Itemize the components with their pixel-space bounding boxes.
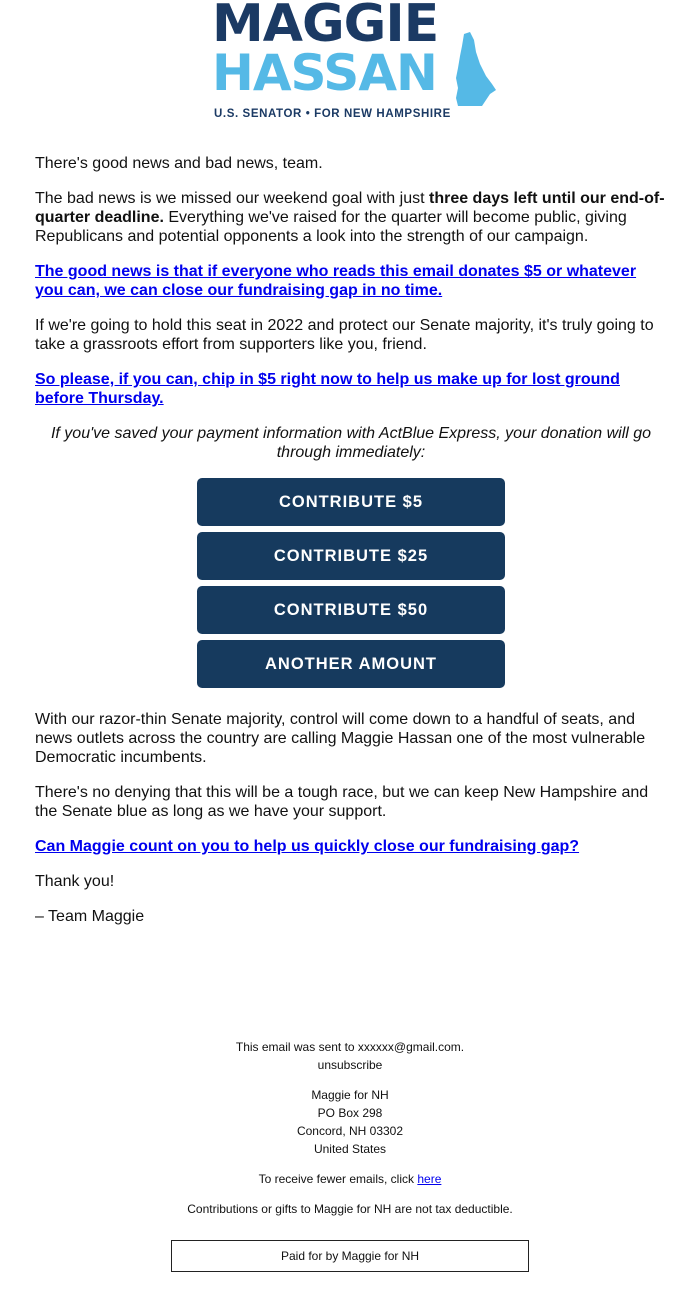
thank-you-text: Thank you! — [35, 873, 115, 890]
country: United States — [313, 1142, 387, 1156]
email-body — [35, 154, 667, 942]
logo-last-name: HASSAN — [212, 44, 437, 102]
org-name: Maggie for NH — [311, 1088, 389, 1102]
fewer-emails-link[interactable]: here — [417, 1172, 442, 1186]
sent-to-text: This email was sent to xxxxxx@gmail.com. — [235, 1040, 465, 1054]
tough-race-paragraph: There's no denying that this will be a tough race, but we can keep New Hampshire and the Senate blue as long as we have your support. — [35, 784, 649, 820]
deadline-emphasis: three days left until our end-of-quarter deadline. — [35, 190, 665, 226]
contribute-button-4[interactable]: ANOTHER AMOUNT — [197, 640, 505, 688]
count-on-you-link[interactable]: Can Maggie count on you to help us quickly close our fundraising gap? — [35, 838, 580, 855]
logo-first-name: MAGGIE — [212, 0, 439, 54]
contribute-button-2[interactable]: CONTRIBUTE $25 — [197, 532, 505, 580]
good-news-paragraph — [35, 262, 667, 300]
count-on-you-paragraph — [35, 837, 667, 856]
chip-in-paragraph — [35, 370, 667, 408]
bad-news-paragraph — [35, 189, 667, 246]
greeting-paragraph: There's good news and bad news, team. — [35, 155, 323, 172]
donation-buttons — [35, 478, 667, 688]
good-news-link[interactable]: The good news is that if everyone who reads this email donates $5 or whatever you can, we can close our fundraising gap in no time. — [35, 263, 637, 299]
email-header — [0, 0, 700, 135]
email-footer — [0, 1038, 700, 1272]
fewer-emails-label: To receive fewer emails, click — [258, 1172, 418, 1186]
actblue-note: If you've saved your payment information with ActBlue Express, your donation will go through immediately: — [50, 425, 652, 461]
bad-news-text-start: The bad news is we missed our weekend goal with just — [35, 190, 429, 207]
chip-in-link[interactable]: So please, if you can, chip in $5 right now to help us make up for lost ground before Thursday. — [35, 371, 620, 407]
unsubscribe-link[interactable]: unsubscribe — [317, 1058, 383, 1072]
new-hampshire-state-icon — [450, 32, 496, 106]
paid-for-disclaimer: Paid for by Maggie for NH — [171, 1240, 529, 1272]
contribute-button-3[interactable]: CONTRIBUTE $50 — [197, 586, 505, 634]
po-box: PO Box 298 — [317, 1106, 383, 1120]
majority-paragraph: With our razor-thin Senate majority, control will come down to a handful of seats, and news outlets across the country are calling Maggie Hassan one of the most vulnerable Democratic incumbents. — [35, 711, 646, 766]
fewer-emails-text — [0, 1170, 700, 1188]
signoff-text: – Team Maggie — [35, 908, 145, 925]
contribute-button-1[interactable]: CONTRIBUTE $5 — [197, 478, 505, 526]
city-state-zip: Concord, NH 03302 — [296, 1124, 404, 1138]
bad-news-text-end: Everything we've raised for the quarter will become public, giving Republicans and potential opponents a look into the strength of our campaign. — [35, 209, 627, 245]
grassroots-paragraph: If we're going to hold this seat in 2022 and protect our Senate majority, it's truly going to take a grassroots effort from supporters like you, friend. — [35, 317, 654, 353]
tax-note: Contributions or gifts to Maggie for NH are not tax deductible. — [187, 1202, 513, 1216]
logo-tagline: U.S. SENATOR • FOR NEW HAMPSHIRE — [214, 108, 451, 120]
campaign-logo — [212, 2, 488, 130]
